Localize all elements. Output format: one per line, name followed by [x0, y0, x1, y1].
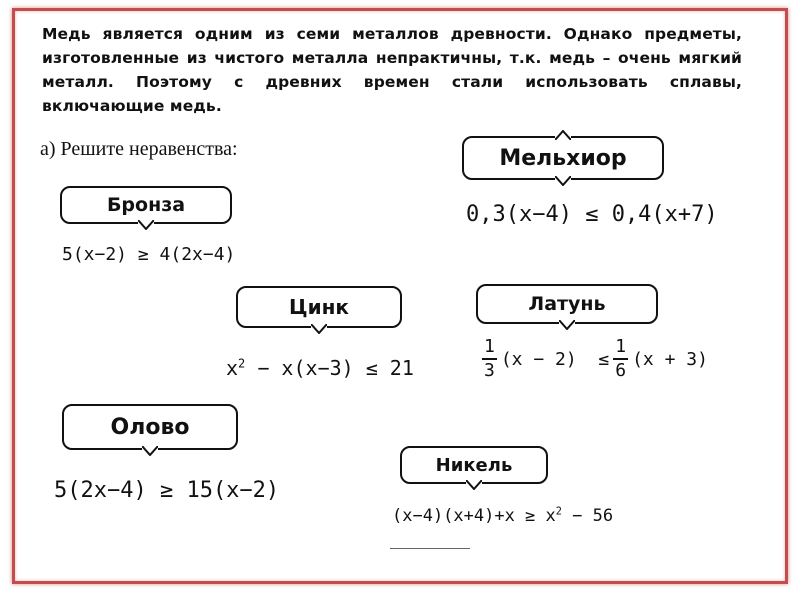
zinc-inequality — [226, 356, 414, 380]
brass-fraction-1 — [482, 336, 497, 382]
zinc-label-text: Цинк — [289, 295, 349, 319]
tin-label-text: Олово — [110, 414, 190, 440]
brass-label-text: Латунь — [528, 293, 606, 315]
bottom-divider — [390, 548, 470, 549]
brass-frac1-denominator: 3 — [484, 360, 495, 381]
nickel-ineq-exponent: 2 — [555, 506, 562, 518]
zinc-ineq-part-a: x — [226, 356, 239, 380]
bronze-label — [60, 186, 232, 224]
tin-label-notch — [142, 446, 158, 456]
nickel-ineq-part-a: (x−4)(x+4)+x ≥ x — [392, 506, 556, 526]
cupronickel-inequality: 0,3(x−4) ≤ 0,4(x+7) — [466, 202, 718, 227]
brass-fraction-2 — [613, 336, 628, 382]
zinc-label-notch — [311, 324, 327, 334]
brass-frac1-numerator: 1 — [482, 336, 497, 360]
brass-inequality — [478, 336, 708, 382]
cupronickel-label — [462, 136, 664, 180]
bronze-label-text: Бронза — [106, 194, 186, 216]
nickel-label-notch — [466, 480, 482, 490]
brass-label — [476, 284, 658, 324]
tin-inequality: 5(2x−4) ≥ 15(x−2) — [54, 478, 280, 503]
nickel-label-text: Никель — [435, 454, 513, 476]
zinc-label — [236, 286, 402, 328]
cupronickel-label-top-notch — [555, 130, 571, 140]
brass-label-notch — [559, 320, 575, 330]
zinc-ineq-exponent: 2 — [238, 356, 246, 371]
bronze-inequality: 5(x−2) ≥ 4(2x−4) — [62, 244, 236, 265]
nickel-inequality — [392, 506, 613, 526]
brass-frac2-numerator: 1 — [613, 336, 628, 360]
tin-label — [62, 404, 238, 450]
brass-ineq-middle: (x − 2) ≤ — [500, 348, 610, 370]
intro-paragraph: Медь является одним из семи металлов древности. Однако предметы, изготовленные из чистого металла непрактичны, т.к. медь – очень мягкий металл. Поэтому с древних времен стали использовать сплавы, включающие медь. — [42, 25, 742, 115]
nickel-ineq-part-b: − 56 — [561, 506, 614, 526]
task-heading: а) Решите неравенства: — [40, 138, 238, 160]
brass-ineq-end: (x + 3) — [632, 348, 708, 370]
zinc-ineq-part-b: − x(x−3) ≤ 21 — [245, 356, 414, 380]
nickel-label — [400, 446, 548, 484]
cupronickel-label-text: Мельхиор — [499, 145, 627, 171]
cupronickel-label-notch — [555, 176, 571, 186]
brass-frac2-denominator: 6 — [615, 360, 627, 381]
bronze-label-notch — [138, 220, 154, 230]
